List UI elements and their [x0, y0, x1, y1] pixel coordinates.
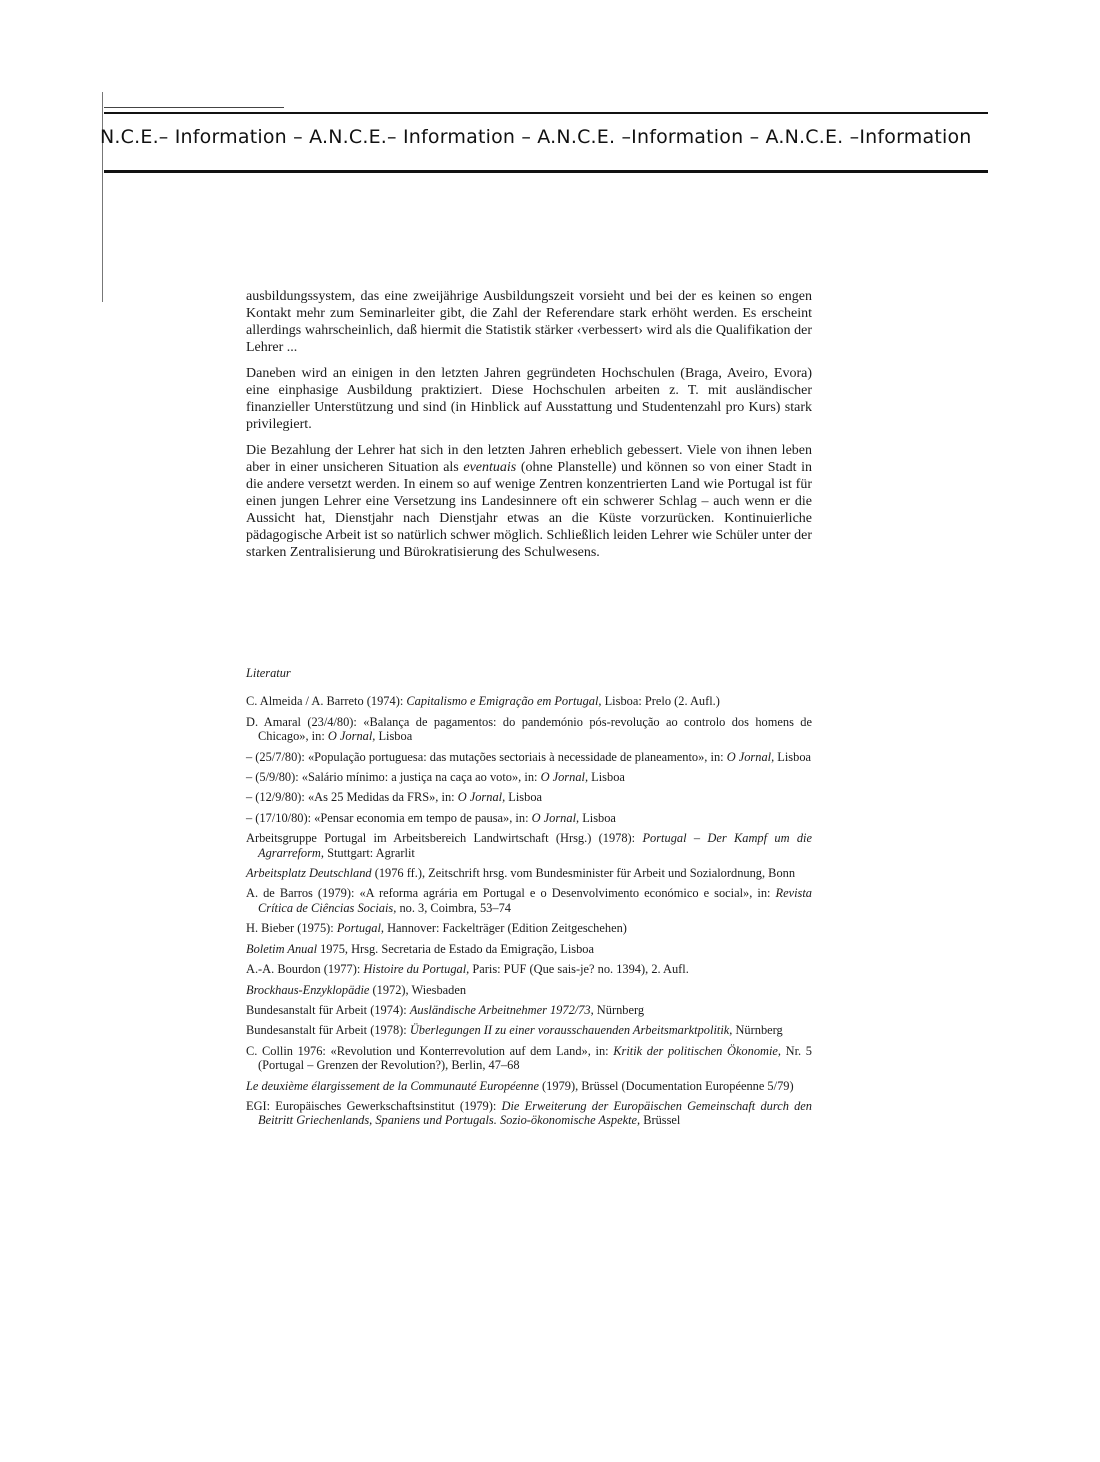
reference-entry	[246, 886, 812, 915]
reference-entry	[246, 694, 812, 708]
reference-text: H. Bieber (1975):	[246, 921, 337, 936]
reference-title: Portugal,	[336, 921, 384, 936]
reference-text: A.-A. Bourdon (1977):	[246, 962, 364, 977]
literature-section	[246, 666, 812, 1134]
reference-title: Arbeitsplatz Deutschland	[246, 866, 372, 881]
reference-entry	[246, 921, 812, 935]
reference-text: Nürnberg	[732, 1023, 783, 1038]
reference-title: Ausländische Arbeitnehmer 1972/73,	[409, 1002, 594, 1017]
reference-text: – (17/10/80): «Pensar economia em tempo de pausa», in:	[246, 810, 532, 825]
reference-title: Überlegungen II zu einer vorausschauenden Arbeitsmarktpolitik,	[409, 1023, 733, 1038]
reference-title: Die Erweiterung der Europäischen Gemeinschaft durch den Beitritt Griechenlands, Spaniens und Portugals. Sozio-ökonomische Aspekte,	[258, 1098, 812, 1128]
reference-text: no. 3, Coimbra, 53–74	[396, 900, 511, 915]
left-edge-line	[102, 92, 103, 302]
reference-text: Nürnberg	[593, 1002, 645, 1017]
reference-title: Portugal – Der Kampf um die Agrarreform,	[258, 831, 812, 860]
header-banner: N.C.E.– Information – A.N.C.E.– Information – A.N.C.E. –Information – A.N.C.E. –Information	[100, 126, 972, 148]
reference-text: Lisboa	[579, 810, 616, 825]
reference-text: Nr. 5 (Portugal – Grenzen der Revolution?), Berlin, 47–68	[258, 1043, 812, 1073]
header-thin-rule	[104, 107, 284, 108]
reference-title: Histoire du Portugal,	[363, 962, 470, 977]
reference-text: Bundesanstalt für Arbeit (1974):	[246, 1002, 410, 1017]
reference-text: (1972), Wiesbaden	[369, 982, 467, 997]
paragraph-3-emphasis: eventuais	[463, 460, 517, 475]
reference-entry	[246, 942, 812, 956]
reference-text: D. Amaral (23/4/80): «Balança de pagamentos: do pandemónio pós-revolução ao controlo dos homens de Chicago», in:	[246, 714, 812, 744]
reference-text: (1979), Brüssel (Documentation Européenne 5/79)	[538, 1078, 794, 1093]
reference-text: Lisboa: Prelo (2. Aufl.)	[601, 694, 720, 709]
reference-text: Hannover: Fackelträger (Edition Zeitgeschehen)	[384, 921, 627, 936]
reference-text: (1976 ff.), Zeitschrift hrsg. vom Bundesminister für Arbeit und Sozialordnung, Bonn	[371, 866, 796, 881]
reference-title: O Jornal,	[726, 749, 775, 764]
paragraph-2: Daneben wird an einigen in den letzten Jahren gegründeten Hochschulen (Braga, Aveiro, Evora) eine einphasige Ausbildung praktiziert. Diese Hochschulen arbeiten z. T. mit ausländischer finanzieller Unterstützung und sind (in Hinblick auf Ausstattung und Studentenzahl pro Kurs) stark privilegiert.	[246, 366, 812, 432]
reference-title: O Jornal,	[531, 810, 580, 825]
body-text	[246, 288, 812, 570]
reference-title: Capitalismo e Emigração em Portugal,	[406, 694, 602, 709]
reference-text: C. Almeida / A. Barreto (1974):	[246, 694, 407, 709]
reference-text: Stuttgart: Agrarlit	[323, 845, 415, 860]
reference-entry	[246, 750, 812, 764]
reference-text: Brüssel	[640, 1113, 681, 1128]
reference-entry	[246, 1044, 812, 1073]
reference-entry	[246, 811, 812, 825]
reference-entry	[246, 983, 812, 997]
reference-entry	[246, 866, 812, 880]
reference-text: 1975, Hrsg. Secretaria de Estado da Emigração, Lisboa	[317, 941, 594, 956]
paragraph-3	[246, 442, 812, 561]
reference-text: Paris: PUF (Que sais-je? no. 1394), 2. Aufl.	[469, 962, 689, 977]
reference-title: Le deuxième élargissement de la Communauté Européenne	[246, 1078, 539, 1093]
reference-list	[246, 694, 812, 1127]
reference-entry	[246, 1023, 812, 1037]
reference-entry	[246, 962, 812, 976]
reference-text: – (25/7/80): «População portuguesa: das mutações sectoriais à necessidade de planeamento», in:	[246, 749, 727, 764]
reference-title: O Jornal,	[327, 729, 376, 744]
header-top-rule	[104, 112, 988, 114]
reference-text: C. Collin 1976: «Revolution und Konterrevolution auf dem Land», in:	[246, 1043, 614, 1058]
reference-entry	[246, 790, 812, 804]
reference-title: Kritik der politischen Ökonomie,	[613, 1043, 782, 1058]
reference-title: O Jornal,	[540, 770, 589, 785]
reference-entry	[246, 1099, 812, 1128]
reference-title: Boletim Anual	[246, 941, 318, 956]
reference-text: – (12/9/80): «As 25 Medidas da FRS», in:	[246, 790, 458, 805]
reference-title: Revista Crítica de Ciências Sociais,	[258, 886, 812, 915]
reference-text: A. de Barros (1979): «A reforma agrária em Portugal e o Desenvolvimento económico e social», in:	[246, 886, 776, 901]
paragraph-3-text-cont: (ohne Planstelle) und können so von einer Stadt in die andere versetzt werden. In einem so auf wenige Zentren konzentrierten Land wie Portugal ist für einen jungen Lehrer eine Versetzung ins Landesinnere oft ein schwerer Schlag – auch wenn er die Aussicht hat, Dienstjahr nach Dienstjahr etwas an die Küste vorzurücken. Kontinuierliche pädagogische Arbeit ist so natürlich schwer möglich. Schließlich leiden Lehrer wie Schüler unter der starken Zentralisierung und Bürokratisierung des Schulwesens.	[246, 460, 812, 560]
reference-entry	[246, 715, 812, 744]
header-bottom-rule	[104, 170, 988, 173]
paragraph-3-text: Die Bezahlung der Lehrer hat sich in den letzten Jahren erheblich gebessert. Viele von ihnen leben aber in einer unsicheren Situation als	[246, 443, 812, 475]
reference-entry	[246, 770, 812, 784]
reference-entry	[246, 1003, 812, 1017]
reference-text: Lisboa	[588, 770, 625, 785]
reference-text: Lisboa	[375, 729, 413, 744]
reference-entry	[246, 1079, 812, 1093]
reference-text: EGI: Europäisches Gewerkschaftsinstitut (1979):	[246, 1098, 502, 1113]
literature-heading: Literatur	[246, 666, 291, 680]
reference-entry	[246, 831, 812, 860]
reference-text: Bundesanstalt für Arbeit (1978):	[246, 1023, 410, 1038]
paragraph-1: ausbildungssystem, das eine zweijährige Ausbildungszeit vorsieht und bei der es keinen so engen Kontakt mehr zum Seminarleiter gibt, die Zahl der Referendare stark erhöht werden. Es erscheint allerdings wahrscheinlich, daß hiermit die Statistik stärker ‹verbessert› wird als die Qualifikation der Lehrer ...	[246, 289, 812, 355]
reference-text: Arbeitsgruppe Portugal im Arbeitsbereich Landwirtschaft (Hrsg.) (1978):	[246, 831, 643, 846]
reference-title: Brockhaus-Enzyklopädie	[246, 982, 370, 997]
reference-title: O Jornal,	[457, 790, 506, 805]
reference-text: Lisboa	[774, 749, 812, 764]
reference-text: Lisboa	[505, 790, 543, 805]
reference-text: – (5/9/80): «Salário mínimo: a justiça na caça ao voto», in:	[246, 770, 541, 785]
